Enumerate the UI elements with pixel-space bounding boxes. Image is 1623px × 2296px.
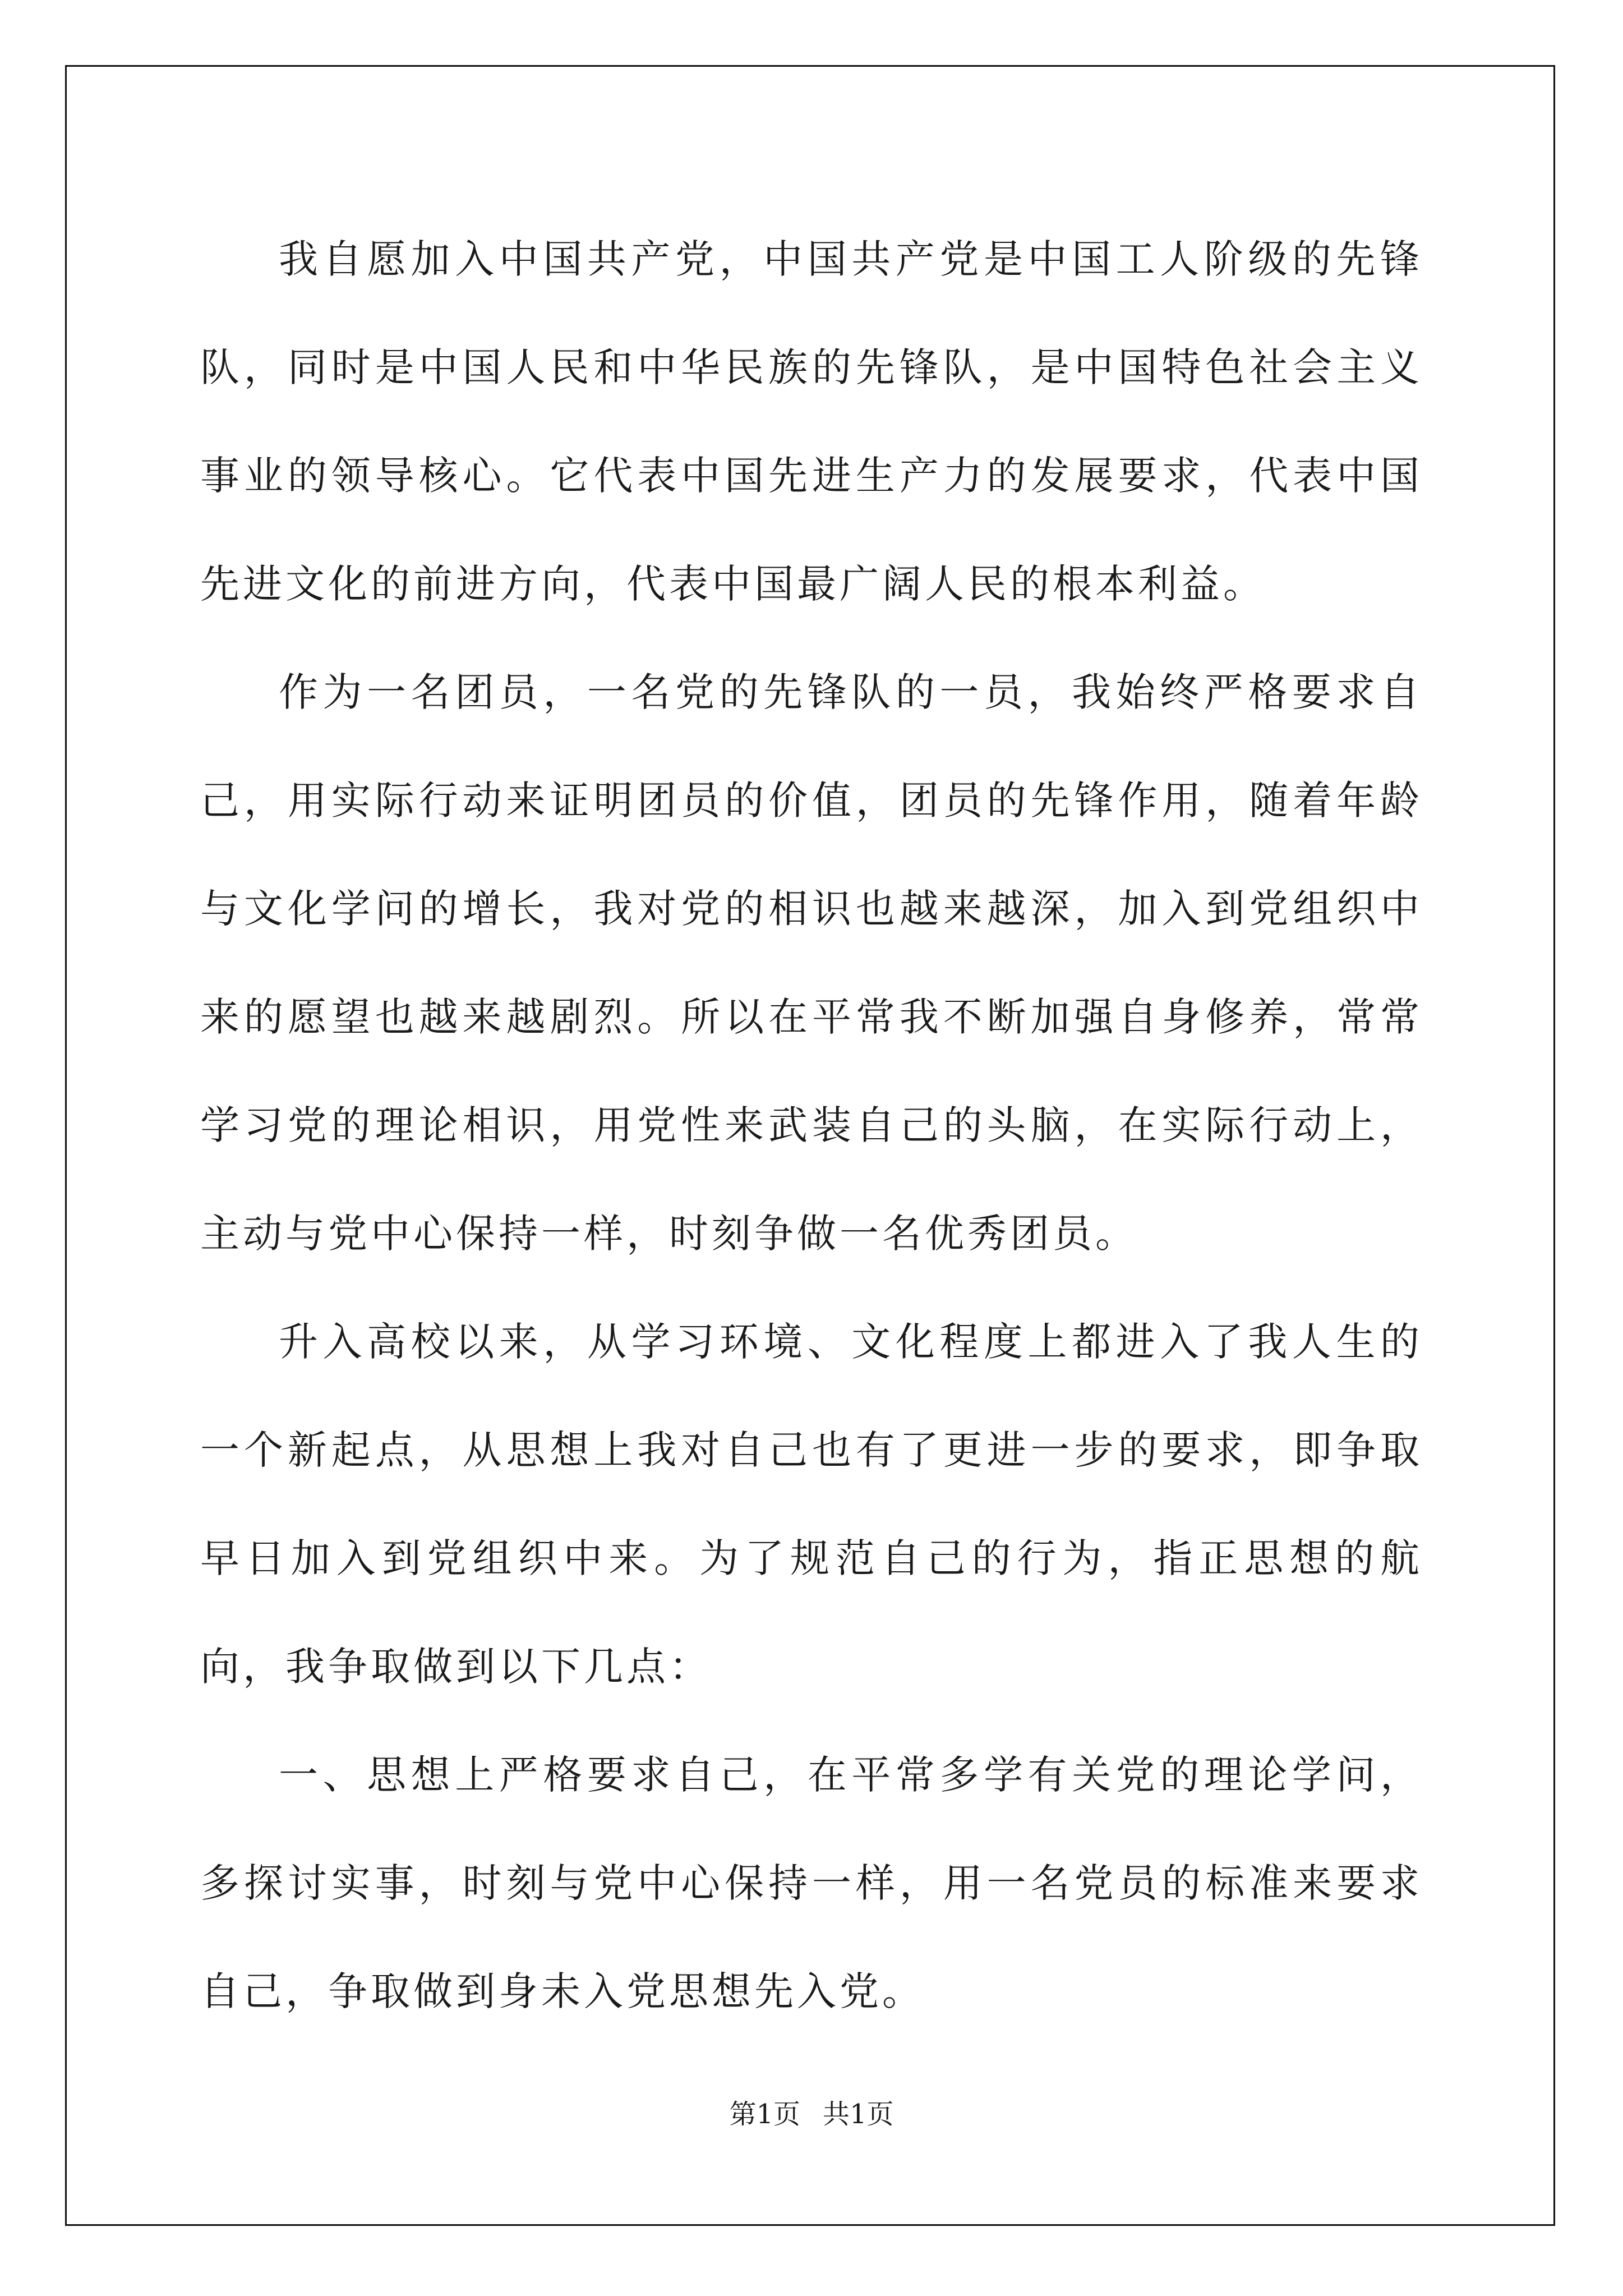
paragraph-4: 一、思想上严格要求自己，在平常多学有关党的理论学问，多探讨实事，时刻与党中心保持一样，用一名党员的标准来要求自己，争取做到身未入党思想先入党。	[200, 1752, 1423, 2014]
paragraph-3: 升入高校以来，从学习环境、文化程度上都进入了我人生的一个新起点，从思想上我对自己也有了更进一步的要求，即争取早日加入到党组织中来。为了规范自己的行为，指正思想的航向，我争取做到以下几点：	[200, 1319, 1423, 1690]
paragraph-2: 作为一名团员，一名党的先锋队的一员，我始终严格要求自己，用实际行动来证明团员的价值，团员的先锋作用，随着年龄与文化学问的增长，我对党的相识也越来越深，加入到党组织中来的愿望也越来越剧烈。所以在平常我不断加强自身修养，常常学习党的理论相识，用党性来武装自己的头脑，在实际行动上，主动与党中心保持一样，时刻争做一名优秀团员。	[200, 669, 1423, 1257]
document-body	[200, 205, 1423, 2046]
page-number-current: 第1页	[729, 2099, 800, 2130]
paragraph-1: 我自愿加入中国共产党，中国共产党是中国工人阶级的先锋队，同时是中国人民和中华民族的先锋队，是中国特色社会主义事业的领导核心。它代表中国先进生产力的发展要求，代表中国先进文化的前进方向，代表中国最广阔人民的根本利益。	[200, 236, 1423, 607]
page-number-total: 共1页	[823, 2099, 894, 2130]
page-footer	[0, 2092, 1623, 2131]
